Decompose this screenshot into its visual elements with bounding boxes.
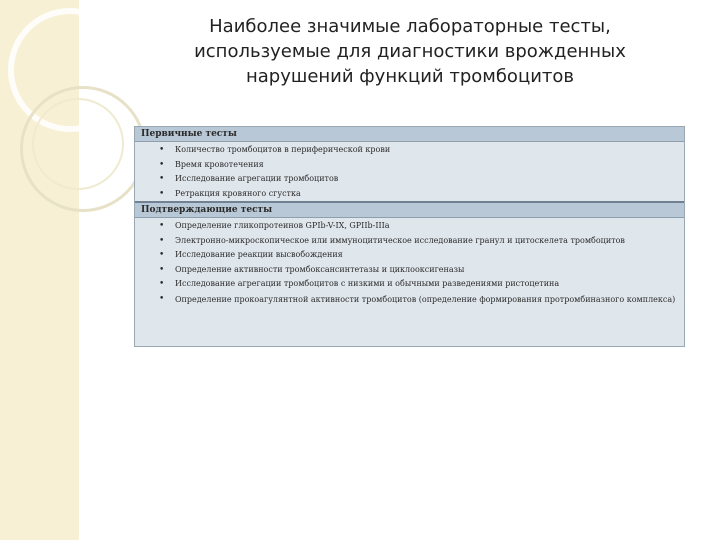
list-item: • Определение активности тромбоксансинтетазы и циклооксигеназы bbox=[135, 263, 684, 278]
list-item: • Исследование агрегации тромбоцитов bbox=[135, 172, 684, 187]
slide-title-line: используемые для диагностики врожденных bbox=[194, 41, 626, 62]
list-item: • Исследование реакции высвобождения bbox=[135, 248, 684, 263]
list-item: • Ретракция кровяного сгустка bbox=[135, 187, 684, 202]
confirmatory-tests-list bbox=[135, 218, 684, 305]
list-item: • Электронно-микроскопическое или иммуноцитическое исследование гранул и цитоскелета тромбоцитов bbox=[135, 234, 684, 249]
list-item: • Исследование агрегации тромбоцитов с низкими и обычными разведениями ристоцетина bbox=[135, 277, 684, 292]
slide-title-line: нарушений функций тромбоцитов bbox=[245, 66, 575, 87]
slide-title-line: Наиболее значимые лабораторные тесты, bbox=[209, 16, 611, 37]
primary-tests-heading: Первичные тесты bbox=[135, 127, 684, 142]
tests-table-image bbox=[134, 126, 685, 347]
decorative-side-band bbox=[0, 0, 79, 540]
primary-tests-list bbox=[135, 142, 684, 201]
list-item: • Время кровотечения bbox=[135, 158, 684, 173]
slide-title bbox=[150, 14, 670, 89]
confirmatory-tests-heading: Подтверждающие тесты bbox=[135, 201, 684, 218]
list-item: • Определение гликопротеинов GPIb-V-IX, GPIIb-IIIa bbox=[135, 219, 684, 234]
list-item: • Определение прокоагулянтной активности тромбоцитов (определение формирования протромбиназного комплекса) bbox=[135, 292, 684, 305]
decorative-ring bbox=[32, 98, 124, 190]
list-item: • Количество тромбоцитов в периферической крови bbox=[135, 143, 684, 158]
